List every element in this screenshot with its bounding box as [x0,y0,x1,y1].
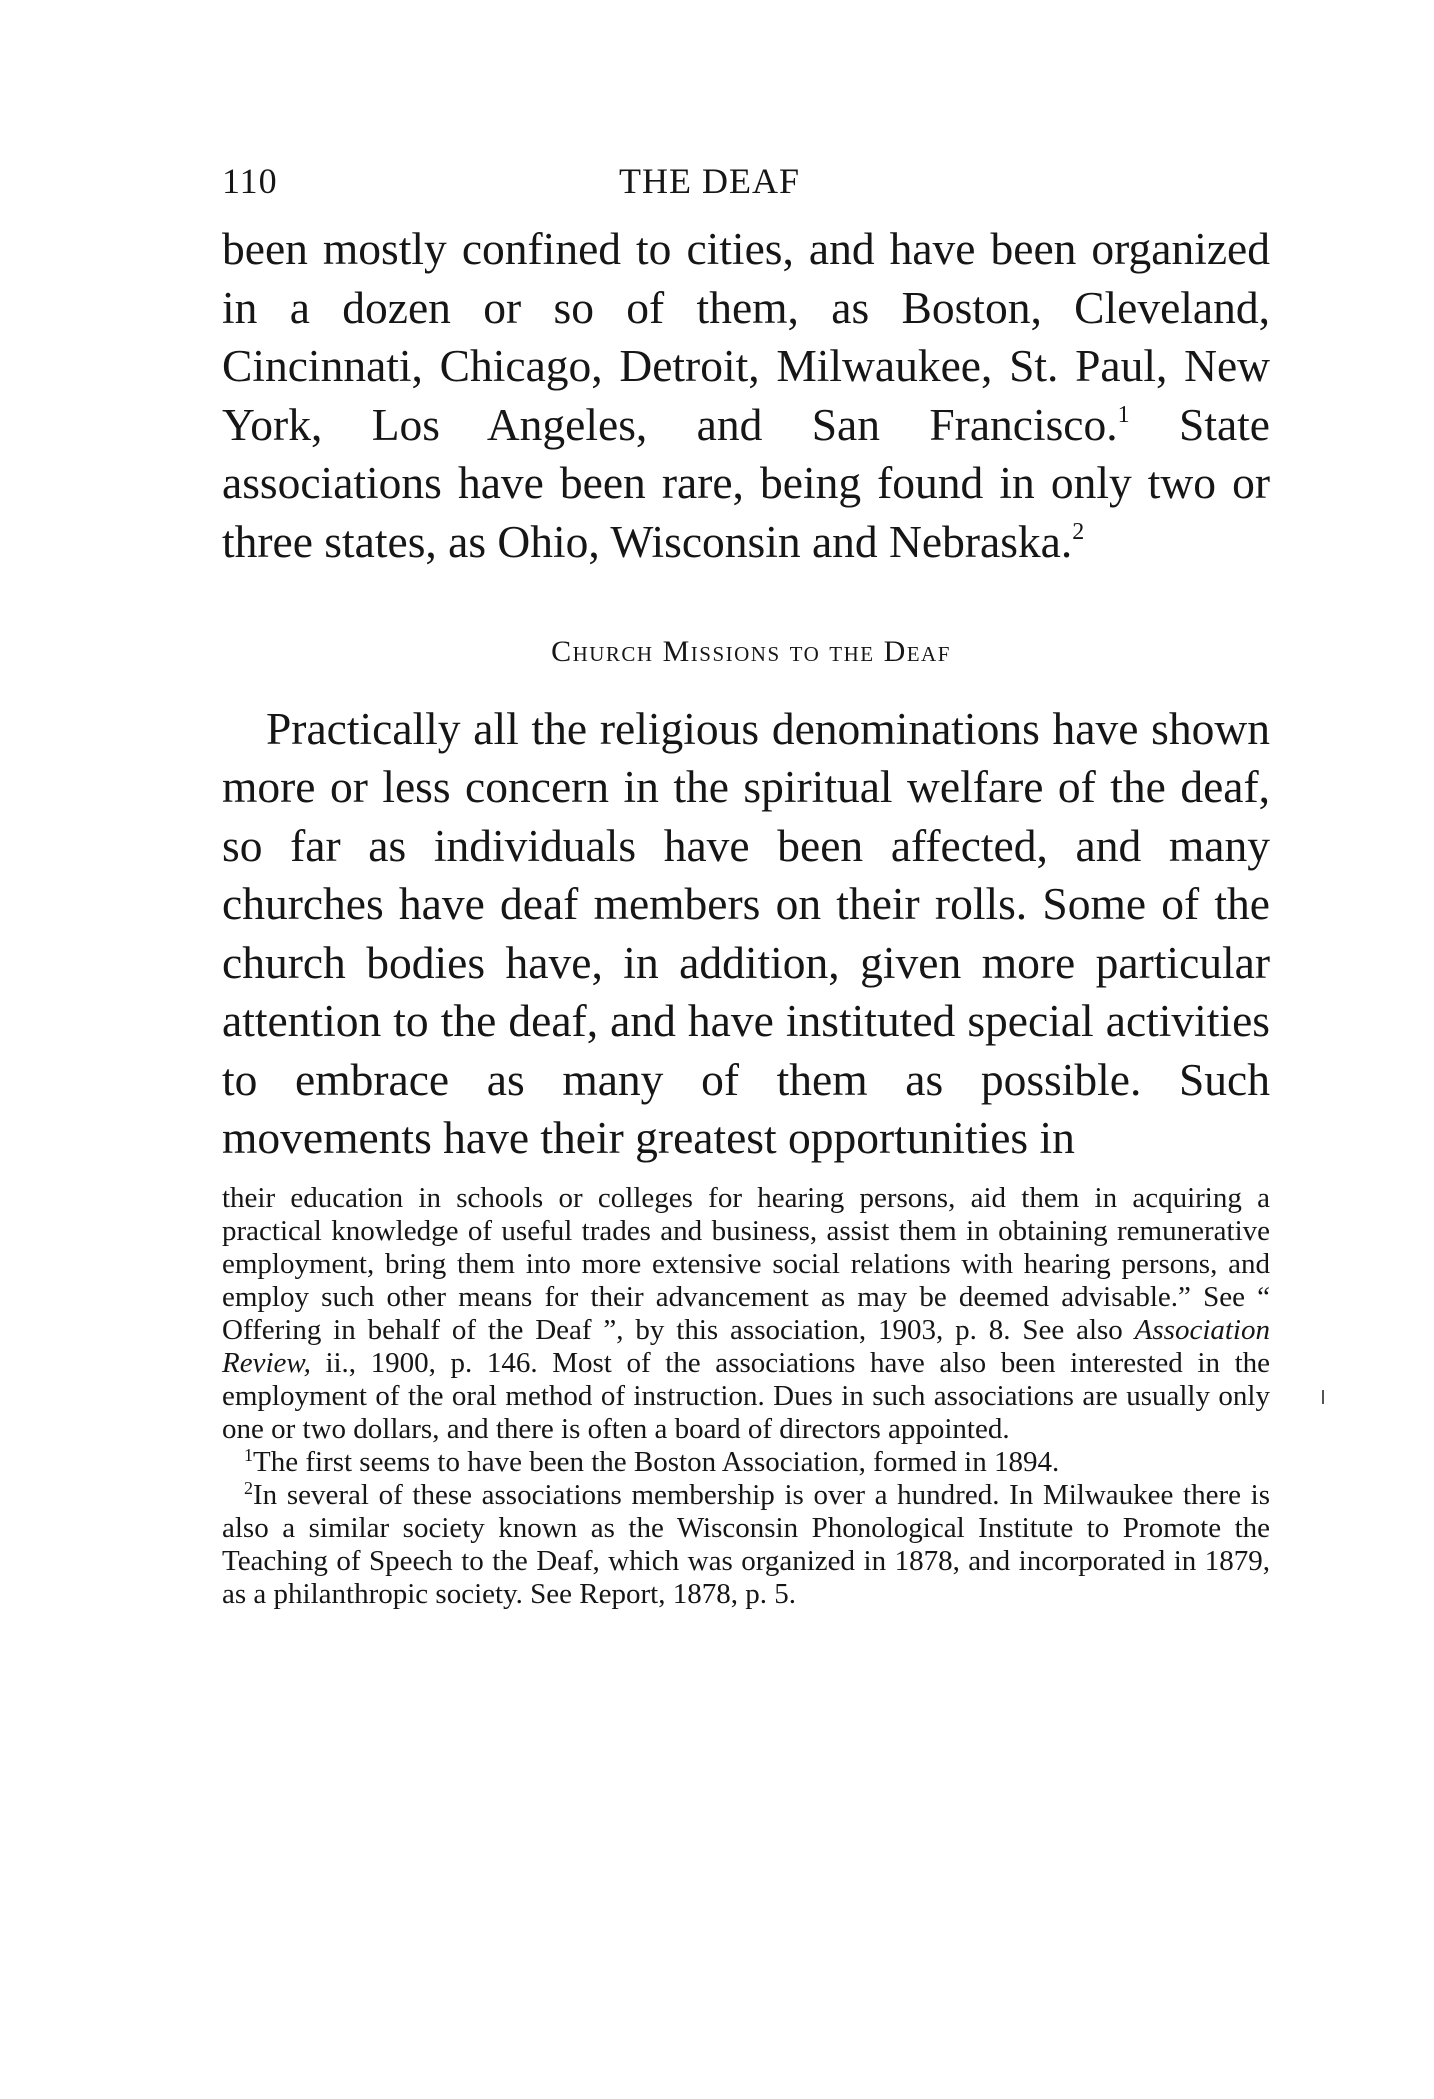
footnote-1 [222,1446,1270,1479]
footnote-ref-1: 1 [1117,401,1130,428]
running-head [222,160,1270,220]
footnote-continued-text-b: ii., 1900, p. 146. Most of the associations have also been interested in the employment of the oral method of instruction. Dues in such associations are usually only one or two dollars, and there is often a board of directors appointed. [222,1346,1270,1445]
footnote-1-text: The first seems to have been the Boston Association, formed in 1894. [253,1445,1060,1478]
paragraph-1-continued: State associations have been rare, being found in only two or three states, as Ohio, Wisconsin and Nebraska. [222,398,1270,567]
footnote-2-text: In several of these associations membership is over a hundred. In Milwaukee there is also a similar society known as the Wisconsin Phonological Institute to Promote the Teaching of Speech to the Deaf, which was organized in 1878, and incorporated in 1879, as a philanthropic society. See Report, 1878, p. 5. [222,1478,1270,1610]
book-page [222,160,1270,1611]
paragraph-1 [222,220,1270,571]
footnote-2-marker: 2 [244,1477,253,1498]
paragraph-2: Practically all the religious denominations have shown more or less concern in the spiritual welfare of the deaf, so far as individuals have been affected, and many churches have deaf members on their rolls. Some of the church bodies have, in addition, given more particular attention to the deaf, and have instituted special activities to embrace as many of them as possible. Such movements have their greatest opportunities in [222,702,1270,1163]
footnote-1-marker: 1 [244,1444,253,1465]
running-title: THE DEAF [619,161,800,201]
footnote-continued-text-a: their education in schools or colleges for hearing persons, aid them in acquiring a practical knowledge of useful trades and business, assist them in obtaining remunerative employment, bring them into more extensive social relations with hearing persons, and employ such other means for their advancement as may be deemed advisable.” See “ Offering in behalf of the Deaf ”, by this association, 1903, p. 8. See also [222,1181,1270,1346]
paragraph-1-text: been mostly confined to cities, and have been organized in a dozen or so of them, as Boston, Cleveland, Cincinnati, Chicago, Detroit, Milwaukee, St. Paul, New York, Los Angeles, and San Francisco. [222,223,1270,450]
section-heading: Church Missions to the Deaf [551,635,951,668]
footnote-continued-italic: Association Review, [222,1313,1270,1379]
footnote-2 [222,1479,1270,1611]
page-number: 110 [222,161,278,201]
footnotes [222,1182,1270,1611]
paper-speck [1322,1390,1324,1404]
body-text [222,220,1270,1168]
footnote-ref-2: 2 [1072,518,1085,545]
footnote-continued [222,1182,1270,1446]
